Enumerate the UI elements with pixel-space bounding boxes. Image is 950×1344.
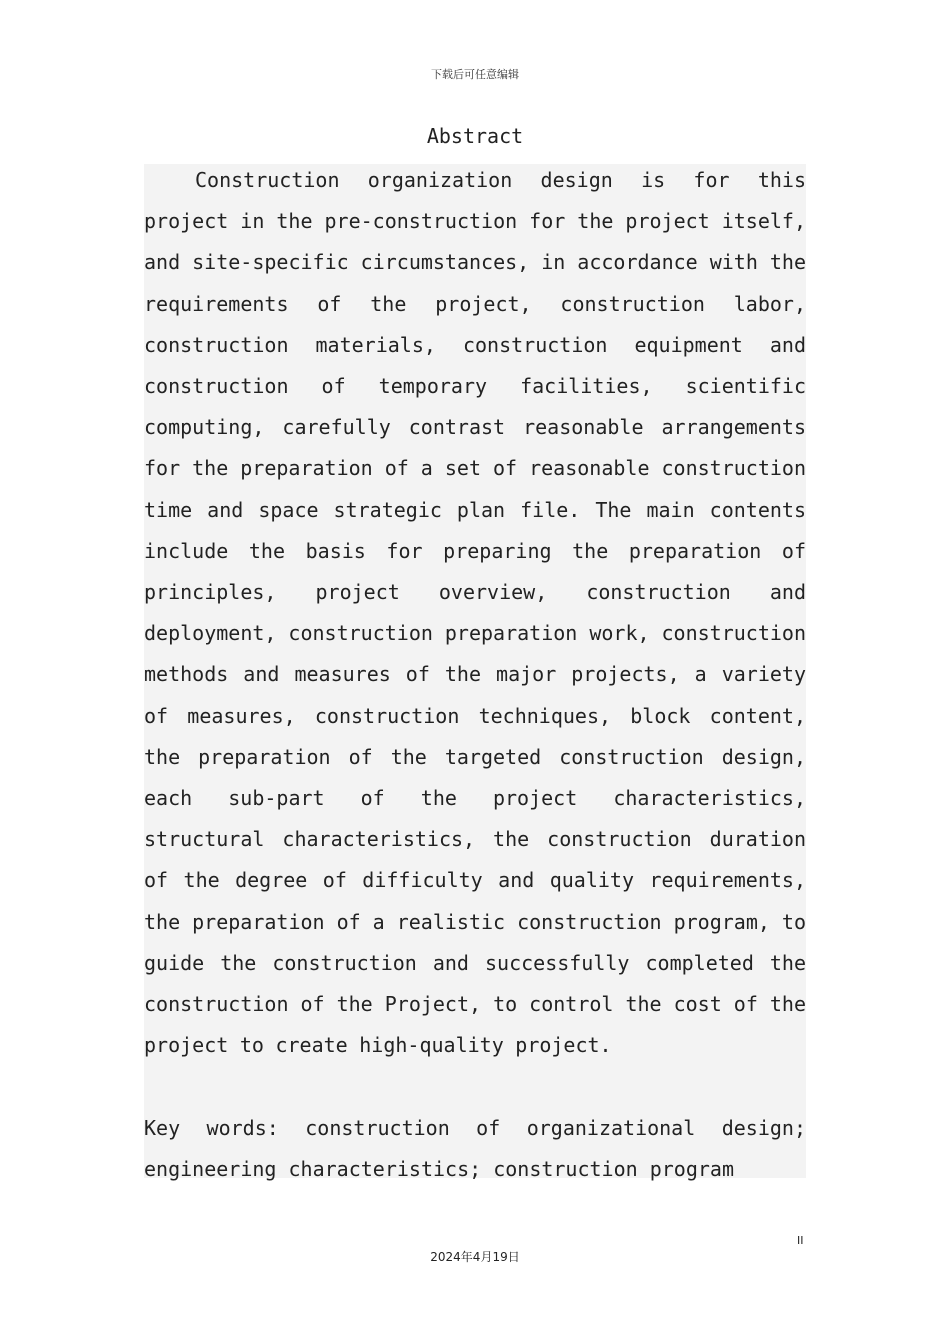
abstract-title: Abstract xyxy=(426,124,524,148)
footer-date: 2024年4月19日 xyxy=(430,1250,520,1264)
keywords-line: Key words: construction of organizational design; engineering characteristics; construction program xyxy=(144,1116,806,1182)
page-number: II xyxy=(797,1234,804,1247)
page-header: 下载后可任意编辑 xyxy=(431,68,519,81)
abstract-body: Construction organization design is for this project in the pre-construction for the project itself, and site-specific circumstances, in accordance with the requirements of the project, construction labor, construction materials, construction equipment and construction of temporary facilities, scientific computing, carefully contrast reasonable arrangements for the preparation of a set of reasonable construction time and space strategic plan file. The main contents include the basis for preparing the preparation of principles, project overview, construction and deployment, construction preparation work, construction methods and measures of the major projects, a variety of measures, construction techniques, block content, the preparation of the targeted construction design, each sub-part of the project characteristics, structural characteristics, the construction duration of the degree of difficulty and quality requirements, the preparation of a realistic construction program, to guide the construction and successfully completed the construction of the Project, to control the cost of the project to create high-quality project. xyxy=(144,168,806,1058)
